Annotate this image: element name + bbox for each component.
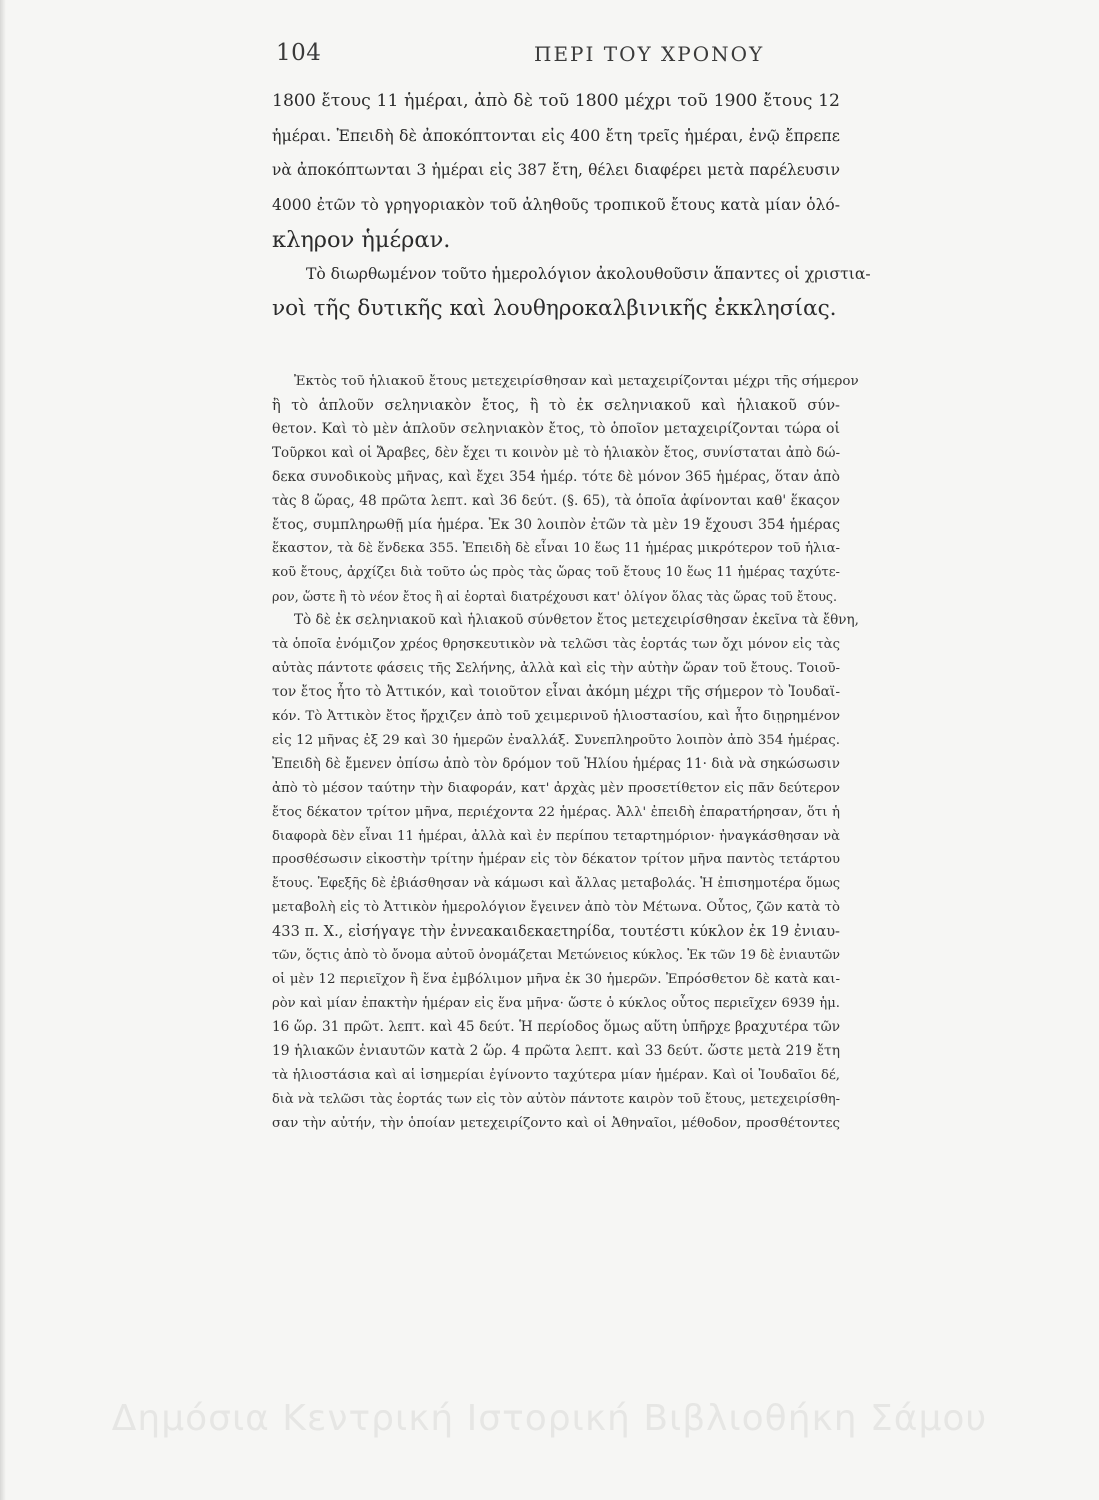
text-line: ἀπὸ τὸ μέσον ταύτην τὴν διαφοράν, κατ' ἀρχὰς μὲν προσετίθετον εἰς πᾶν δεύτερον (272, 780, 840, 796)
text-line: σαν τὴν αὐτήν, τὴν ὁποίαν μετεχειρίζοντο καὶ οἱ Ἀθηναῖοι, μέθοδον, προσθέτοντες (272, 1115, 840, 1131)
page-number: 104 (276, 40, 322, 66)
text-line: Ἐκτὸς τοῦ ἡλιακοῦ ἔτους μετεχειρίσθησαν καὶ μεταχειρίζονται μέχρι τῆς σήμερον (294, 374, 859, 389)
text-line: Τὸ δὲ ἐκ σεληνιακοῦ καὶ ἡλιακοῦ σύνθετον ἔτος μετεχειρίσθησαν ἐκεῖνα τὰ ἔθνη, (294, 612, 859, 629)
text-line: κοῦ ἔτους, ἀρχίζει διὰ τοῦτο ὡς πρὸς τὰς ὥρας τοῦ ἔτους 10 ἕως 11 ἡμέρας ταχύτε- (272, 565, 840, 581)
text-line: 16 ὥρ. 31 πρῶτ. λεπτ. καὶ 45 δεύτ. Ἡ περίοδος ὅμως αὕτη ὑπῆρχε βραχυτέρα τῶν (272, 1018, 840, 1035)
text-line: 4000 ἐτῶν τὸ γρηγοριακὸν τοῦ ἀληθοῦς τροπικοῦ ἔτους κατὰ μίαν ὁλό- (272, 196, 840, 215)
running-title: ΠΕΡΙ ΤΟΥ ΧΡΟΝΟΥ (534, 42, 765, 66)
text-line: οἱ μὲν 12 περιεῖχον ἢ ἕνα ἐμβόλιμον μῆνα ἐκ 30 ἡμερῶν. Ἐπρόσθετον δὲ κατὰ και- (272, 972, 840, 988)
text-line: ἔτος, συμπληρωθῇ μία ἡμέρα. Ἐκ 30 λοιπὸν ἐτῶν τὰ μὲν 19 ἔχουσι 354 ἡμέρας (272, 516, 840, 533)
text-line: διαφορὰ δὲν εἶναι 11 ἡμέραι, ἀλλὰ καὶ ἐν περίπου τεταρτημόριον· ἠναγκάσθησαν νὰ (272, 828, 840, 844)
text-line: κληρον ἡμέραν. (272, 226, 451, 253)
text-line: Τὸ διωρθωμένον τοῦτο ἡμερολόγιον ἀκολουθοῦσιν ἅπαντες οἱ χριστια- (306, 265, 871, 284)
text-line: τῶν, ὅςτις ἀπὸ τὸ ὄνομα αὐτοῦ ὀνομάζεται Μετώνειος κύκλος. Ἐκ τῶν 19 δὲ ἐνιαυτῶν (272, 948, 840, 964)
text-line: ἔτος δέκατον τρίτον μῆνα, περιέχοντα 22 ἡμέρας. Ἀλλ' ἐπειδὴ ἐπαρατήρησαν, ὅτι ἡ (272, 804, 840, 820)
text-line: ρον, ὥστε ἢ τὸ νέον ἔτος ἢ αἱ ἑορταὶ διατρέχουσι κατ' ὀλίγον ὅλας τὰς ὥρας τοῦ ἔτους. (272, 589, 837, 605)
text-line: Τοῦρκοι καὶ οἱ Ἄραβες, δὲν ἔχει τι κοινὸν μὲ τὸ ἡλιακὸν ἔτος, συνίσταται ἀπὸ δώ- (272, 444, 840, 461)
text-line: ρὸν καὶ μίαν ἐπακτὴν ἡμέραν εἰς ἕνα μῆνα· ὥστε ὁ κύκλος οὗτος περιεῖχεν 6939 ἡμ. (272, 995, 840, 1011)
text-line: 19 ἡλιακῶν ἐνιαυτῶν κατὰ 2 ὥρ. 4 πρῶτα λεπτ. καὶ 33 δεύτ. ὥστε μετὰ 219 ἔτη (272, 1042, 840, 1059)
page-header (276, 40, 816, 70)
text-line: Ἐπειδὴ δὲ ἔμενεν ὀπίσω ἀπὸ τὸν δρόμον τοῦ Ἡλίου ἡμέρας 11· διὰ νὰ σηκώσωσιν (272, 755, 840, 772)
library-watermark: Δημόσια Κεντρική Ιστορική Βιβλιοθήκη Σάμου (111, 1398, 988, 1439)
text-line: ἢ τὸ ἁπλοῦν σεληνιακὸν ἔτος, ἢ τὸ ἐκ σεληνιακοῦ καὶ ἡλιακοῦ σύν- (272, 396, 840, 414)
text-line: ἔτους. Ἐφεξῆς δὲ ἐβιάσθησαν νὰ κάμωσι καὶ ἄλλας μεταβολάς. Ἡ ἐπισημοτέρα ὅμως (272, 876, 840, 892)
text-line: δεκα συνοδικοὺς μῆνας, καὶ ἔχει 354 ἡμέρ. τότε δὲ μόνον 365 ἡμέρας, ὅταν ἀπὸ (272, 468, 840, 485)
small-type-paragraphs (272, 370, 859, 1136)
large-type-paragraphs (272, 84, 871, 327)
text-line: νὰ ἀποκόπτωνται 3 ἡμέραι εἰς 387 ἔτη, θέλει διαφέρει μετὰ παρέλευσιν (272, 161, 840, 180)
text-line: θετον. Καὶ τὸ μὲν ἁπλοῦν σεληνιακὸν ἔτος, τὸ ὁποῖον μεταχειρίζονται τώρα οἱ (272, 420, 840, 437)
text-line: ἡμέραι. Ἐπειδὴ δὲ ἀποκόπτονται εἰς 400 ἔτη τρεῖς ἡμέραι, ἐνῷ ἔπρεπε (272, 125, 840, 145)
text-line: κόν. Τὸ Ἀττικὸν ἔτος ἤρχιζεν ἀπὸ τοῦ χειμερινοῦ ἡλιοστασίου, καὶ ἦτο διῃρημένον (272, 708, 840, 724)
binding-shadow (0, 0, 6, 1500)
text-line: 433 π. Χ., εἰσήγαγε τὴν ἐννεακαιδεκαετηρίδα, τουτέστι κύκλον ἐκ 19 ἐνιαυ- (272, 923, 840, 941)
text-line: ἕκαστον, τὰ δὲ ἕνδεκα 355. Ἐπειδὴ δὲ εἶναι 10 ἕως 11 ἡμέρας μικρότερον τοῦ ἡλια- (272, 541, 840, 557)
text-line: 1800 ἔτους 11 ἡμέραι, ἀπὸ δὲ τοῦ 1800 μέχρι τοῦ 1900 ἔτους 12 (272, 91, 840, 111)
text-line: μεταβολὴ εἰς τὸ Ἀττικὸν ἡμερολόγιον ἔγεινεν ἀπὸ τὸν Μέτωνα. Οὗτος, ζῶν κατὰ τὸ (272, 900, 840, 916)
text-line: τὰ ὁποῖα ἐνόμιζον χρέος θρησκευτικὸν νὰ τελῶσι τὰς ἑορτάς των ὄχι μόνον εἰς τὰς (272, 637, 840, 653)
text-line: εἰς 12 μῆνας ἐξ 29 καὶ 30 ἡμερῶν ἐναλλάξ. Συνεπληροῦτο λοιπὸν ἀπὸ 354 ἡμέρας. (272, 732, 840, 748)
text-line: τὰς 8 ὥρας, 48 πρῶτα λεπτ. καὶ 36 δεύτ. (§. 65), τὰ ὁποῖα ἀφίνονται καθ' ἕκαςον (272, 492, 840, 509)
text-line: αὐτὰς πάντοτε φάσεις τῆς Σελήνης, ἀλλὰ καὶ εἰς τὴν αὐτὴν ὥραν τοῦ ἔτους. Τοιοῦ- (272, 661, 840, 677)
text-line: διὰ νὰ τελῶσι τὰς ἑορτάς των εἰς τὸν αὐτὸν πάντοτε καιρὸν τοῦ ἔτους, μετεχειρίσθη- (272, 1091, 840, 1107)
text-line: τον ἔτος ἦτο τὸ Ἀττικόν, καὶ τοιοῦτον εἶναι ἀκόμη μέχρι τῆς σήμερον τὸ Ἰουδαϊ- (272, 683, 840, 700)
text-line: προσθέσωσιν εἰκοστὴν τρίτην ἡμέραν εἰς τὸν δέκατον τρίτον μῆνα παντὸς τετάρτου (272, 852, 840, 868)
text-line: νοὶ τῆς δυτικῆς καὶ λουθηροκαλβινικῆς ἐκκλησίας. (272, 296, 837, 322)
text-line: τὰ ἡλιοστάσια καὶ αἱ ἰσημερίαι ἐγίνοντο ταχύτερα μίαν ἡμέραν. Καὶ οἱ Ἰουδαῖοι δέ, (272, 1067, 840, 1083)
